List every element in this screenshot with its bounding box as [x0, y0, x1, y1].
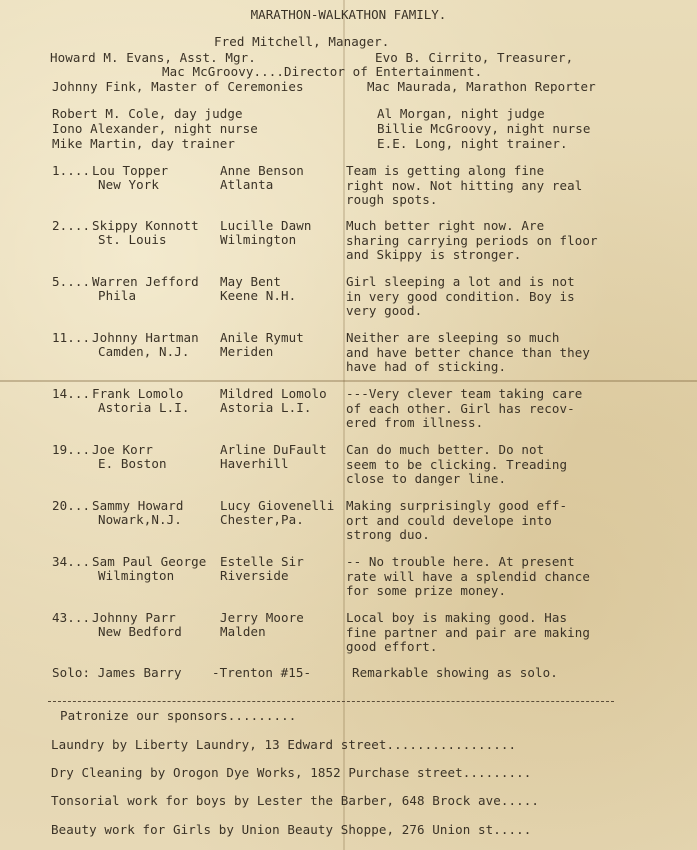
couple-comment-line: have had of sticking. — [346, 359, 507, 374]
couple-comment-line: Much better right now. Are — [346, 218, 545, 233]
boy-town: Astoria L.I. — [98, 400, 190, 415]
couple-number: 2.... — [52, 218, 91, 233]
couple-comment-line: Team is getting along fine — [346, 163, 545, 178]
night-judge-line: Al Morgan, night judge — [377, 106, 545, 121]
couple-number: 19... — [52, 442, 91, 457]
sponsor-line: Dry Cleaning by Orogon Dye Works, 1852 Purchase street......... — [51, 765, 532, 780]
girl-name: Lucy Giovenelli — [220, 498, 335, 513]
manager-line: Fred Mitchell, Manager. — [214, 34, 390, 49]
couple-comment-line: Girl sleeping a lot and is not — [346, 274, 575, 289]
day-judge-line: Robert M. Cole, day judge — [52, 106, 243, 121]
girl-name: Estelle Sir — [220, 554, 304, 569]
girl-town: Chester,Pa. — [220, 512, 304, 527]
couple-comment-line: rate will have a splendid chance — [346, 568, 591, 584]
boy-town: New York — [98, 177, 160, 192]
boy-town: E. Boston — [98, 456, 167, 471]
girl-name: Anile Rymut — [220, 330, 304, 345]
boy-name: Johnny Hartman — [92, 330, 199, 345]
boy-town: St. Louis — [98, 232, 167, 247]
couple-comment-line: strong duo. — [346, 527, 430, 542]
couple-comment-line: seem to be clicking. Treading — [346, 456, 568, 472]
boy-name: Frank Lomolo — [92, 386, 184, 401]
sponsor-line: Laundry by Liberty Laundry, 13 Edward street................. — [51, 737, 517, 752]
boy-town: Camden, N.J. — [98, 344, 190, 359]
couple-comment-line: for some prize money. — [346, 583, 507, 598]
asst-manager-line: Howard M. Evans, Asst. Mgr. — [50, 50, 256, 65]
couple-comment-line: rough spots. — [346, 192, 438, 207]
girl-town: Astoria L.I. — [220, 400, 312, 415]
couple-comment-line: sharing carrying periods on floor — [346, 232, 598, 248]
boy-name: Joe Korr — [92, 442, 154, 457]
boy-town: Wilmington — [98, 568, 175, 583]
couple-comment-line: ---Very clever team taking care — [346, 386, 583, 401]
couple-comment-line: good effort. — [346, 639, 438, 654]
girl-town: Keene N.H. — [220, 288, 297, 303]
boy-name: Lou Topper — [92, 163, 169, 178]
sponsor-line: Beauty work for Girls by Union Beauty Shoppe, 276 Union st..... — [51, 822, 532, 837]
couple-comment-line: and Skippy is stronger. — [346, 247, 522, 262]
couple-number: 34... — [52, 554, 91, 569]
couple-number: 43... — [52, 610, 91, 625]
girl-name: Anne Benson — [220, 163, 304, 178]
couple-number: 5.... — [52, 274, 91, 289]
boy-name: Skippy Konnott — [92, 218, 199, 233]
girl-town: Riverside — [220, 568, 289, 583]
day-trainer-line: Mike Martin, day trainer — [52, 136, 236, 151]
divider-rule — [48, 701, 614, 702]
sponsor-line: Tonsorial work for boys by Lester the Barber, 648 Brock ave..... — [51, 793, 540, 808]
couple-number: 14... — [52, 386, 91, 401]
paper-fold-vertical — [343, 0, 345, 850]
couple-comment-line: very good. — [346, 303, 423, 318]
girl-town: Atlanta — [220, 177, 274, 192]
couple-comment-line: right now. Not hitting any real — [346, 177, 583, 193]
reporter-line: Mac Maurada, Marathon Reporter — [367, 79, 596, 94]
couple-comment-line: Making surprisingly good eff- — [346, 498, 568, 513]
girl-name: May Bent — [220, 274, 282, 289]
girl-town: Haverhill — [220, 456, 289, 471]
sponsors-heading: Patronize our sponsors......... — [60, 708, 297, 723]
couple-number: 11... — [52, 330, 91, 345]
couple-number: 1.... — [52, 163, 91, 178]
couple-comment-line: ered from illness. — [346, 415, 484, 430]
couple-comment-line: -- No trouble here. At present — [346, 554, 575, 569]
solo-entrant: Solo: James Barry — [52, 665, 182, 680]
girl-name: Lucille Dawn — [220, 218, 312, 233]
night-nurse-line-1: Iono Alexander, night nurse — [52, 121, 258, 136]
entertainment-line: Mac McGroovy....Director of Entertainment. — [162, 64, 483, 79]
girl-name: Jerry Moore — [220, 610, 304, 625]
boy-name: Sammy Howard — [92, 498, 184, 513]
boy-name: Johnny Parr — [92, 610, 176, 625]
mc-line: Johnny Fink, Master of Ceremonies — [52, 79, 304, 94]
couple-comment-line: Local boy is making good. Has — [346, 610, 568, 625]
boy-name: Warren Jefford — [92, 274, 199, 289]
night-trainer-line: E.E. Long, night trainer. — [377, 136, 568, 151]
paper-fold-horizontal — [0, 380, 697, 382]
girl-name: Mildred Lomolo — [220, 386, 327, 401]
couple-comment-line: and have better chance than they — [346, 344, 591, 360]
boy-town: Nowark,N.J. — [98, 512, 182, 527]
couple-comment-line: ort and could develope into — [346, 512, 552, 528]
boy-town: Phila — [98, 288, 137, 303]
girl-name: Arline DuFault — [220, 442, 327, 457]
boy-town: New Bedford — [98, 624, 182, 639]
treasurer-line: Evo B. Cirrito, Treasurer, — [375, 50, 574, 65]
document-title: MARATHON-WALKATHON FAMILY. — [250, 7, 447, 22]
couple-comment-line: Neither are sleeping so much — [346, 330, 560, 345]
boy-name: Sam Paul George — [92, 554, 207, 569]
couple-comment-line: in very good condition. Boy is — [346, 288, 575, 304]
girl-town: Meriden — [220, 344, 274, 359]
couple-comment-line: fine partner and pair are making — [346, 624, 591, 640]
solo-comment: Remarkable showing as solo. — [352, 665, 558, 680]
couple-number: 20... — [52, 498, 91, 513]
couple-comment-line: Can do much better. Do not — [346, 442, 545, 457]
solo-town: -Trenton #15- — [212, 665, 312, 680]
girl-town: Wilmington — [220, 232, 297, 247]
girl-town: Malden — [220, 624, 266, 639]
night-nurse-line-2: Billie McGroovy, night nurse — [377, 121, 591, 136]
couple-comment-line: close to danger line. — [346, 471, 507, 486]
couple-comment-line: of each other. Girl has recov- — [346, 400, 575, 416]
